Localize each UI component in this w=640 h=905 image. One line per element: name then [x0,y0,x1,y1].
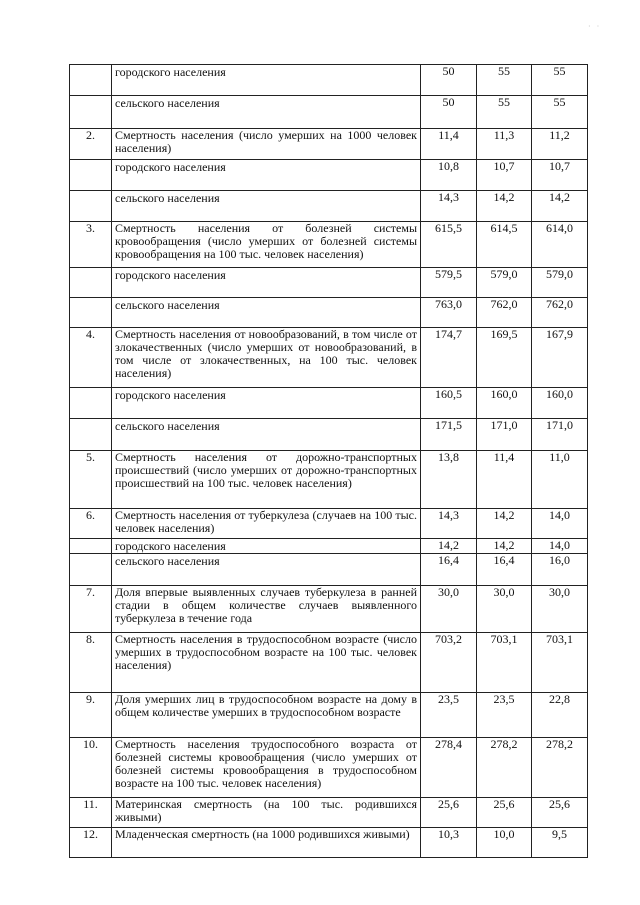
value-cell: 11,2 [532,129,588,160]
indicators-table [69,64,588,858]
value-cell: 614,5 [477,222,532,268]
value-cell: 14,0 [532,509,588,539]
value-cell: 579,5 [421,268,477,298]
table-row [70,586,588,633]
table-row [70,539,588,554]
table-row [70,298,588,328]
indicator-name: Смертность населения от туберкулеза (случаев на 100 тыс. человек населения) [112,509,421,539]
value-cell: 11,4 [421,129,477,160]
value-cell: 762,0 [532,298,588,328]
row-number: 9. [70,693,112,738]
table-row [70,693,588,738]
value-cell: 23,5 [421,693,477,738]
table-row [70,738,588,798]
table-row [70,222,588,268]
table-row [70,419,588,451]
indicator-name: Смертность населения от новообразований, в том числе от злокачественных (число умерших от новообразований, в том числе от злокачественных, на 100 тыс. человек населения) [112,328,421,388]
value-cell: 703,2 [421,633,477,693]
value-cell: 9,5 [532,828,588,858]
value-cell: 25,6 [532,798,588,828]
value-cell: 22,8 [532,693,588,738]
value-cell: 25,6 [477,798,532,828]
value-cell: 579,0 [477,268,532,298]
value-cell: 703,1 [477,633,532,693]
indicator-name: сельского населения [112,419,421,451]
value-cell: 30,0 [421,586,477,633]
row-number [70,298,112,328]
row-number [70,539,112,554]
value-cell: 55 [532,96,588,129]
value-cell: 14,3 [421,191,477,222]
value-cell: 55 [477,65,532,96]
value-cell: 16,4 [421,554,477,586]
value-cell: 762,0 [477,298,532,328]
value-cell: 55 [532,65,588,96]
indicator-name: Смертность населения от дорожно-транспортных происшествий (число умерших от дорожно-транспортных происшествий на 100 тыс. человек населения) [112,451,421,509]
row-number: 3. [70,222,112,268]
value-cell: 16,4 [477,554,532,586]
value-cell: 10,8 [421,160,477,191]
value-cell: 615,5 [421,222,477,268]
value-cell: 278,2 [532,738,588,798]
table-row [70,388,588,419]
value-cell: 55 [477,96,532,129]
value-cell: 171,5 [421,419,477,451]
value-cell: 703,1 [532,633,588,693]
row-number [70,191,112,222]
row-number [70,388,112,419]
value-cell: 171,0 [532,419,588,451]
value-cell: 30,0 [532,586,588,633]
table-row [70,798,588,828]
table-row [70,96,588,129]
value-cell: 14,2 [477,539,532,554]
indicator-name: сельского населения [112,554,421,586]
value-cell: 23,5 [477,693,532,738]
row-number [70,65,112,96]
value-cell: 10,3 [421,828,477,858]
table-row [70,451,588,509]
row-number [70,268,112,298]
row-number: 4. [70,328,112,388]
value-cell: 30,0 [477,586,532,633]
row-number: 8. [70,633,112,693]
row-number: 6. [70,509,112,539]
value-cell: 579,0 [532,268,588,298]
value-cell: 14,0 [532,539,588,554]
value-cell: 10,0 [477,828,532,858]
row-number: 7. [70,586,112,633]
value-cell: 160,0 [477,388,532,419]
value-cell: 14,2 [477,509,532,539]
table-row [70,328,588,388]
value-cell: 25,6 [421,798,477,828]
table-row [70,828,588,858]
row-number: 5. [70,451,112,509]
indicator-name: Смертность населения (число умерших на 1000 человек населения) [112,129,421,160]
value-cell: 174,7 [421,328,477,388]
row-number: 11. [70,798,112,828]
value-cell: 11,3 [477,129,532,160]
row-number [70,96,112,129]
row-number [70,160,112,191]
indicator-name: Смертность населения от болезней системы кровообращения (число умерших от болезней системы кровообращения на 100 тыс. человек населения) [112,222,421,268]
row-number: 10. [70,738,112,798]
indicator-name: сельского населения [112,298,421,328]
value-cell: 278,2 [477,738,532,798]
value-cell: 14,2 [532,191,588,222]
value-cell: 160,5 [421,388,477,419]
indicator-name: городского населения [112,268,421,298]
table-row [70,65,588,96]
indicator-name: городского населения [112,388,421,419]
value-cell: 13,8 [421,451,477,509]
table-row [70,129,588,160]
indicator-name: сельского населения [112,191,421,222]
indicator-name: городского населения [112,160,421,191]
indicator-name: городского населения [112,539,421,554]
value-cell: 11,4 [477,451,532,509]
value-cell: 169,5 [477,328,532,388]
row-number [70,554,112,586]
indicator-name: Смертность населения трудоспособного возраста от болезней системы кровообращения (число умерших от болезней системы кровообращения в трудоспособном возрасте на 100 тыс. человек населения) [112,738,421,798]
value-cell: 50 [421,65,477,96]
value-cell: 14,3 [421,509,477,539]
value-cell: 11,0 [532,451,588,509]
value-cell: 14,2 [421,539,477,554]
indicator-name: городского населения [112,65,421,96]
value-cell: 10,7 [477,160,532,191]
table-row [70,633,588,693]
table-row [70,554,588,586]
value-cell: 160,0 [532,388,588,419]
table-row [70,509,588,539]
indicator-name: сельского населения [112,96,421,129]
value-cell: 278,4 [421,738,477,798]
value-cell: 171,0 [477,419,532,451]
indicator-name: Доля умерших лиц в трудоспособном возрасте на дому в общем количестве умерших в трудоспособном возрасте [112,693,421,738]
value-cell: 14,2 [477,191,532,222]
indicator-name: Младенческая смертность (на 1000 родившихся живыми) [112,828,421,858]
indicator-name: Материнская смертность (на 100 тыс. родившихся живыми) [112,798,421,828]
table-row [70,268,588,298]
value-cell: 167,9 [532,328,588,388]
value-cell: 763,0 [421,298,477,328]
table-body [70,65,588,858]
indicator-name: Смертность населения в трудоспособном возрасте (число умерших в трудоспособном возрасте на 100 тыс. человек населения) [112,633,421,693]
value-cell: 50 [421,96,477,129]
table-row [70,191,588,222]
value-cell: 16,0 [532,554,588,586]
value-cell: 10,7 [532,160,588,191]
table-row [70,160,588,191]
row-number: 2. [70,129,112,160]
indicator-name: Доля впервые выявленных случаев туберкулеза в ранней стадии в общем количестве случаев выявленного туберкулеза в течение года [112,586,421,633]
value-cell: 614,0 [532,222,588,268]
scan-mark: · · [588,22,602,31]
row-number [70,419,112,451]
row-number: 12. [70,828,112,858]
